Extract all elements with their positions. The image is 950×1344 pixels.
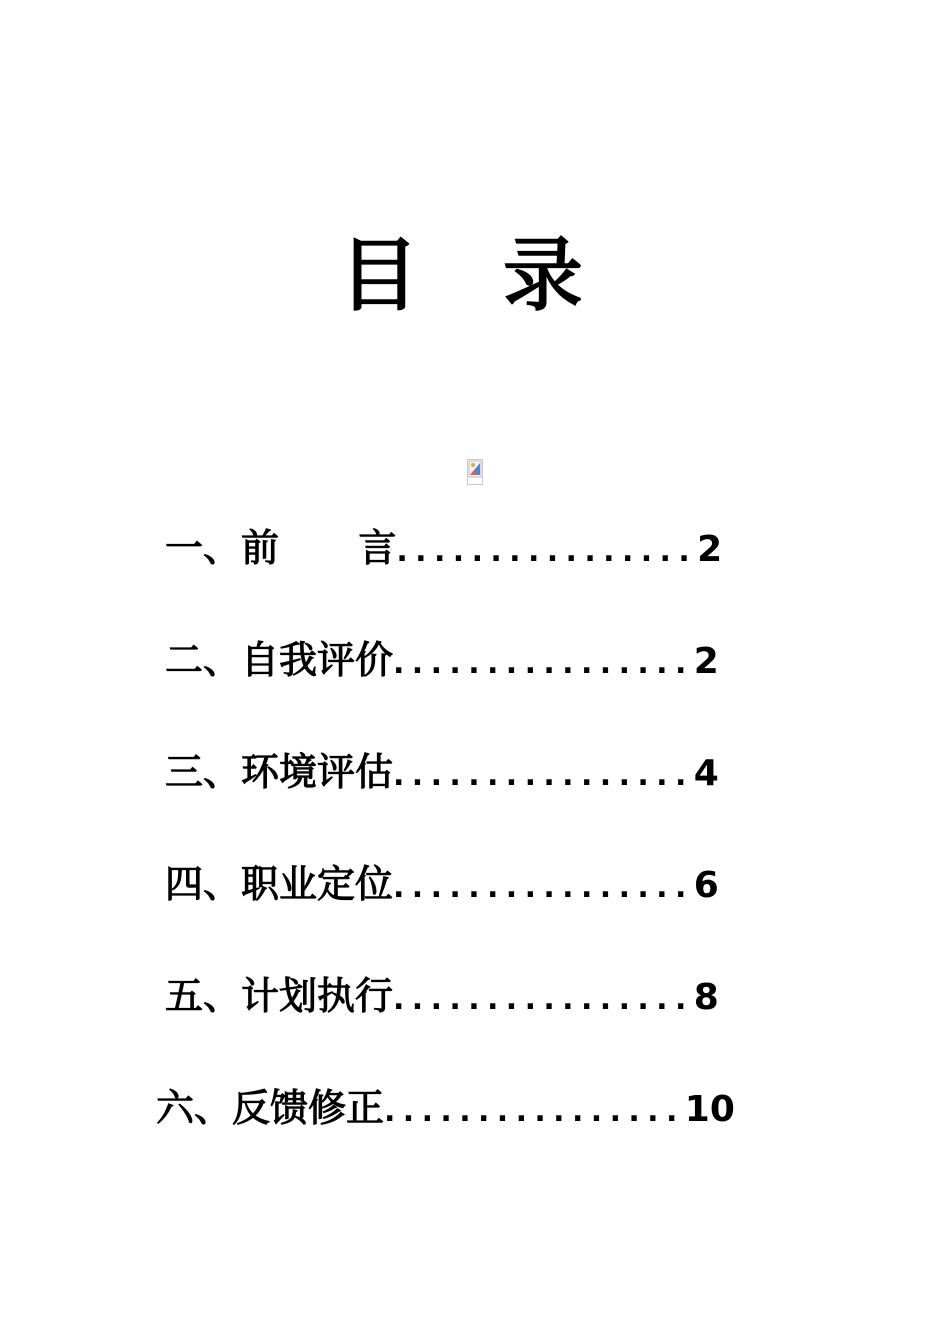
toc-leader-dots: ................ [393, 982, 694, 1017]
toc-page-number: 10 [684, 1089, 735, 1130]
toc-entry-label: 一、前 言 [165, 525, 397, 570]
toc-leader-dots: ................ [393, 870, 694, 905]
toc-entry-label: 三、环境评估 [165, 749, 394, 794]
toc-entry-career-positioning[interactable] [165, 856, 719, 912]
toc-entry-label: 五、计划执行 [165, 973, 394, 1018]
toc-page-number: 2 [697, 529, 723, 570]
toc-page-number: 2 [693, 641, 719, 682]
toc-entry-label: 六、反馈修正 [156, 1085, 385, 1130]
toc-entry-preface[interactable] [165, 520, 722, 576]
toc-entry-environment-assessment[interactable] [165, 744, 719, 800]
toc-page-number: 6 [693, 865, 719, 906]
page-title: 目 录 [339, 228, 611, 322]
toc-leader-dots: ................ [384, 1094, 685, 1129]
toc-leader-dots: ................ [396, 534, 698, 569]
toc-entry-label: 四、职业定位 [165, 861, 394, 906]
toc-page-number: 4 [693, 753, 719, 794]
toc-entry-feedback-revision[interactable] [156, 1080, 735, 1136]
toc-entry-self-evaluation[interactable] [165, 632, 719, 688]
broken-image-icon [467, 459, 483, 485]
toc-leader-dots: ................ [393, 646, 694, 681]
toc-leader-dots: ................ [393, 758, 694, 793]
toc-page-number: 8 [693, 977, 719, 1018]
toc-entry-label: 二、自我评价 [165, 637, 394, 682]
toc-entry-plan-execution[interactable] [165, 968, 719, 1024]
